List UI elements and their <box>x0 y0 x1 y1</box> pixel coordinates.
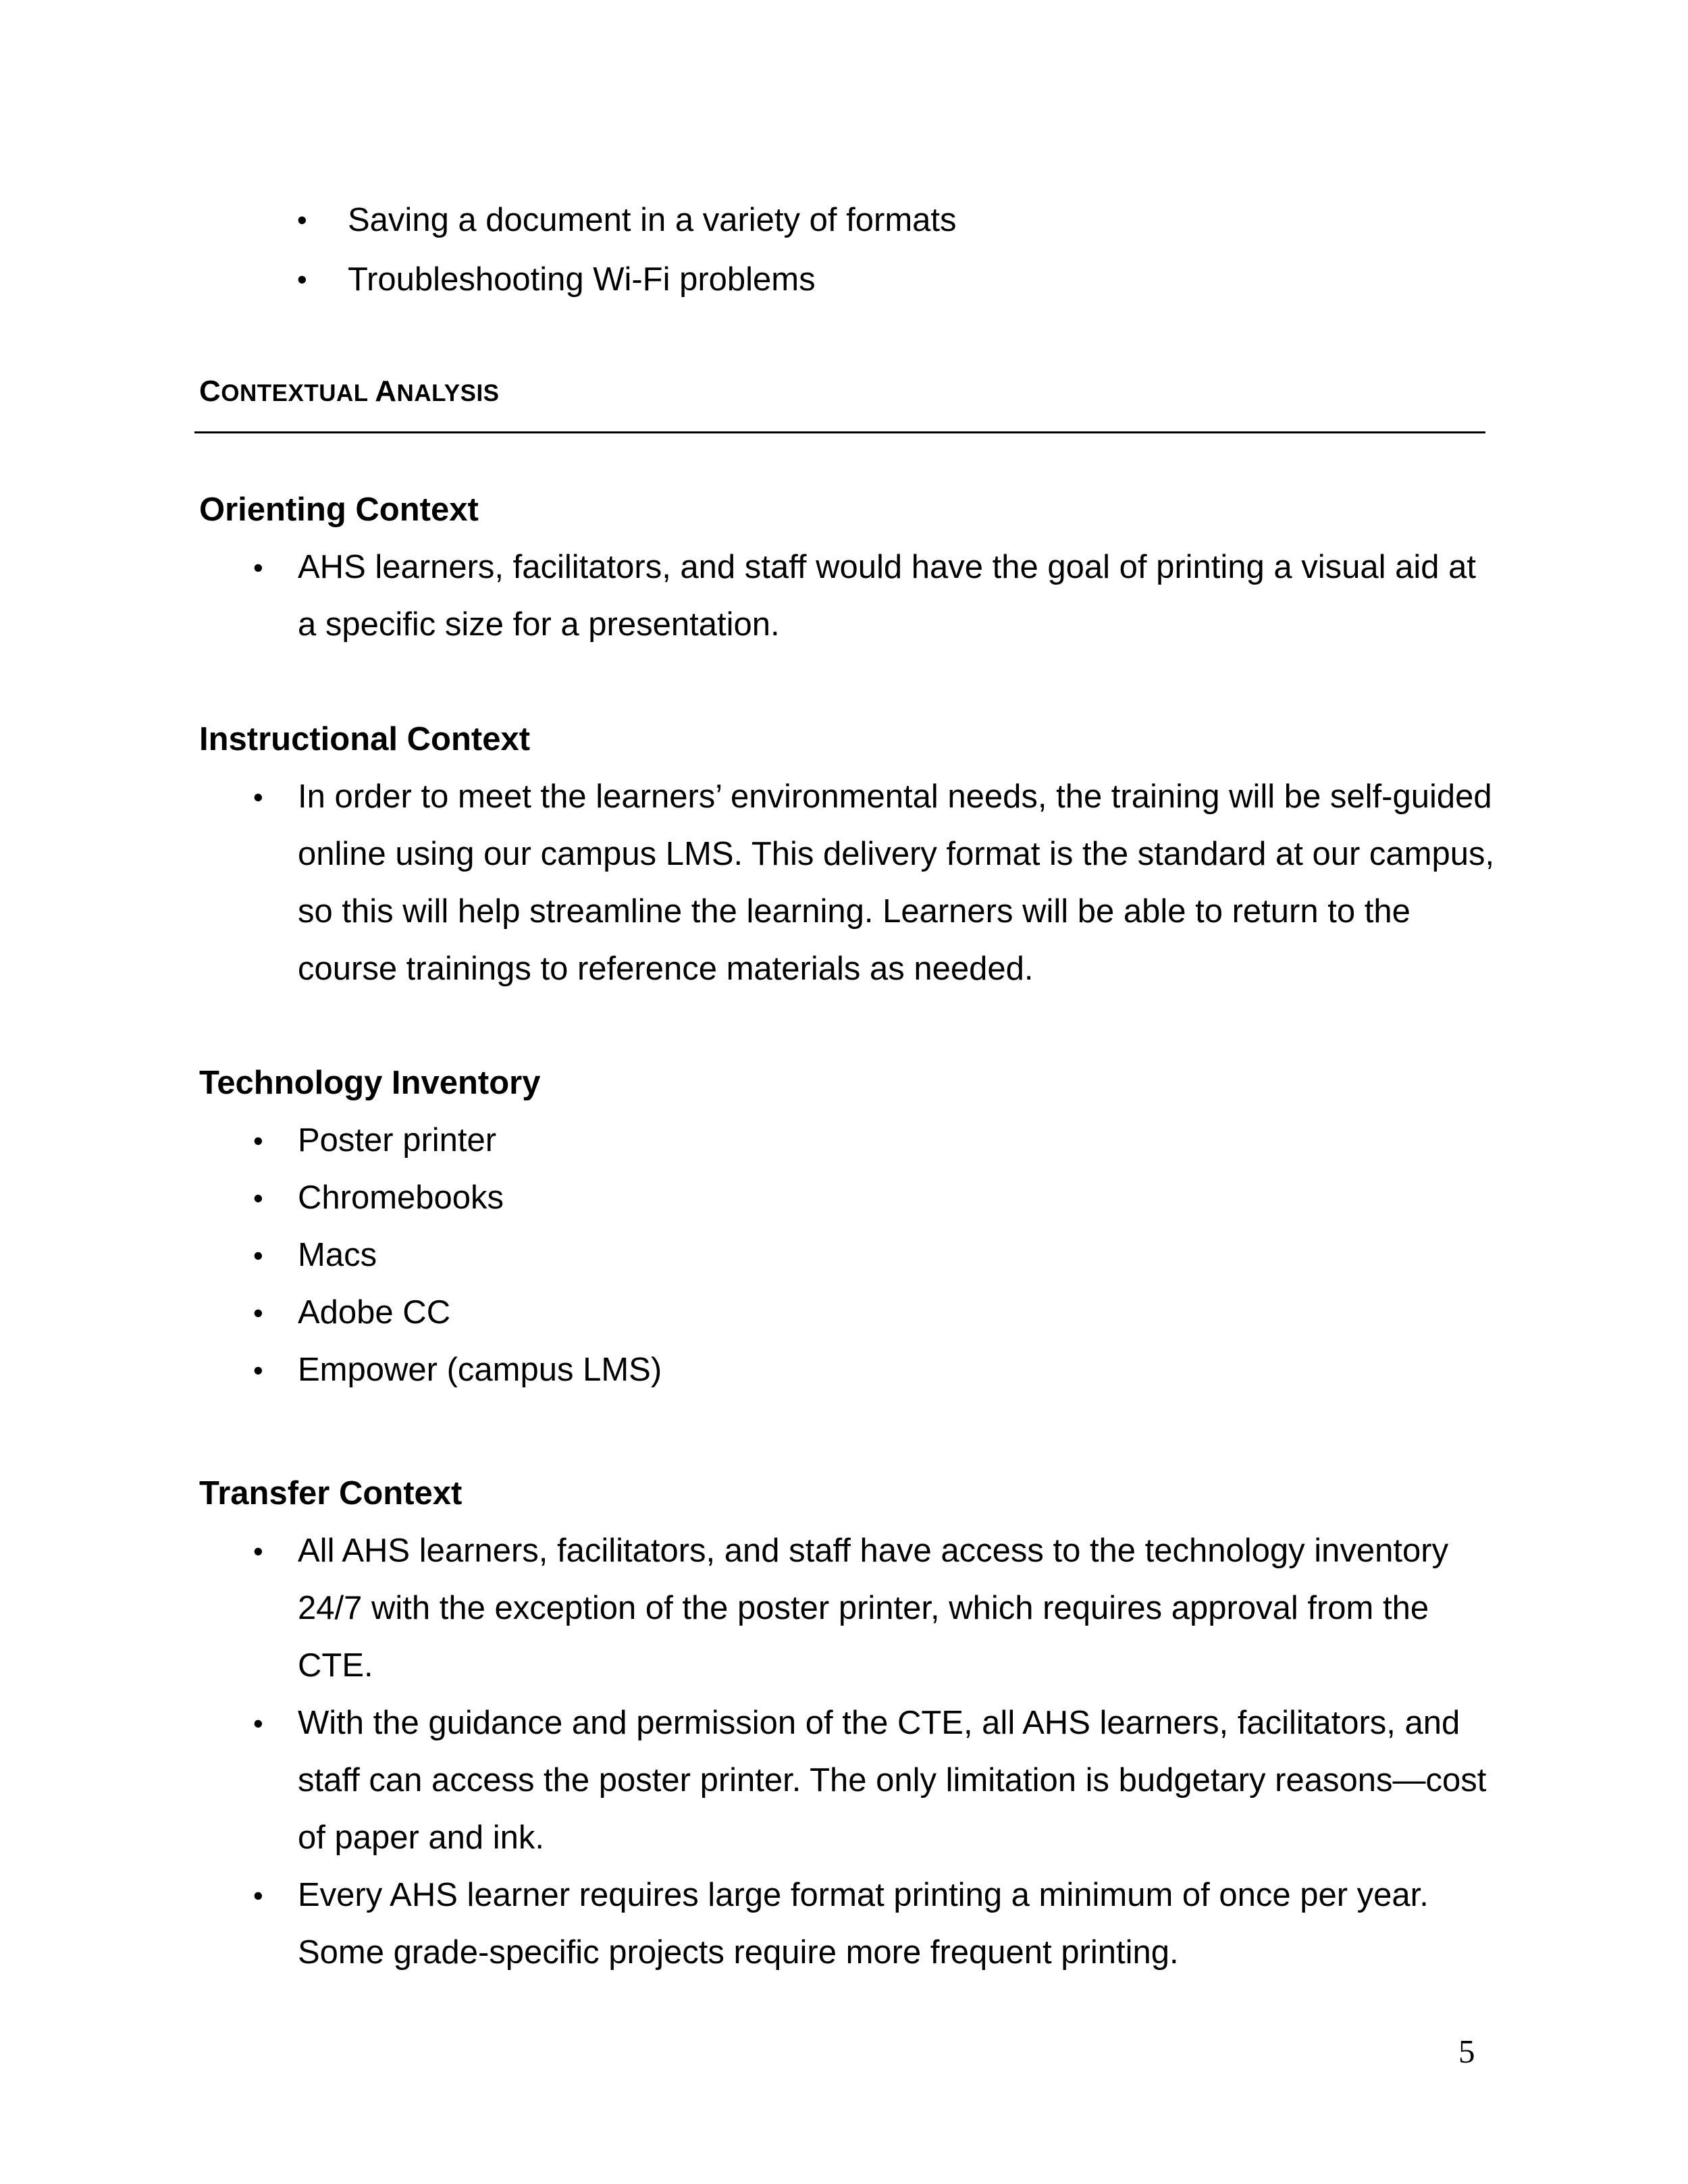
list-item: • Chromebooks <box>253 1169 1496 1227</box>
bullet-icon: • <box>253 1880 263 1911</box>
subsection-heading: Orienting Context <box>199 491 479 528</box>
list-item: • Saving a document in a variety of formats <box>297 190 1512 250</box>
list-item: • Empower (campus LMS) <box>253 1341 1496 1399</box>
bullet-list <box>253 1522 1496 1981</box>
list-item: • Every AHS learner requires large format printing a minimum of once per year. Some grade-specific projects require more frequent printing. <box>253 1867 1496 1981</box>
list-item: • With the guidance and permission of the CTE, all AHS learners, facilitators, and staff can access the poster printer. The only limitation is budgetary reasons—cost of paper and ink. <box>253 1695 1496 1867</box>
subsection-heading: Instructional Context <box>199 721 531 757</box>
bullet-icon: • <box>253 1707 263 1739</box>
section-heading: CONTEXTUAL ANALYSIS <box>199 375 500 408</box>
bullet-icon: • <box>253 1182 263 1214</box>
bullet-icon: • <box>253 1240 263 1271</box>
transfer-context-section <box>199 1465 1496 1981</box>
list-item: • AHS learners, facilitators, and staff would have the goal of printing a visual aid at a specific size for a presentation. <box>253 539 1496 654</box>
subsection-heading: Technology Inventory <box>199 1065 541 1101</box>
bullet-list <box>253 1112 1496 1399</box>
bullet-icon: • <box>253 1535 263 1567</box>
list-item: • All AHS learners, facilitators, and staff have access to the technology inventory 24/7 with the exception of the poster printer, which requires approval from the CTE. <box>253 1522 1496 1695</box>
page-number: 5 <box>1458 2033 1475 2070</box>
bullet-icon: • <box>297 204 307 236</box>
bullet-icon: • <box>253 1125 263 1156</box>
bullet-icon: • <box>253 552 263 583</box>
bullet-icon: • <box>297 263 307 295</box>
continued-bullet-list <box>297 190 1512 309</box>
list-item: • In order to meet the learners’ environmental needs, the training will be self-guided online using our campus LMS. This delivery format is the standard at our campus, so this will help streamline the learning. Learners will be able to return to the course trainings to reference materials as needed. <box>253 768 1496 998</box>
list-item: • Troubleshooting Wi-Fi problems <box>297 250 1512 309</box>
subsection-heading: Transfer Context <box>199 1475 463 1512</box>
bullet-icon: • <box>253 781 263 813</box>
list-item: • Poster printer <box>253 1112 1496 1169</box>
bullet-icon: • <box>253 1354 263 1386</box>
instructional-context-section <box>199 711 1496 998</box>
bullet-list <box>253 768 1496 998</box>
bullet-list <box>253 539 1496 654</box>
orienting-context-section <box>199 481 1496 654</box>
horizontal-divider <box>194 431 1485 433</box>
list-item: • Macs <box>253 1227 1496 1284</box>
list-item: • Adobe CC <box>253 1284 1496 1341</box>
technology-inventory-section <box>199 1055 1496 1399</box>
bullet-icon: • <box>253 1297 263 1329</box>
